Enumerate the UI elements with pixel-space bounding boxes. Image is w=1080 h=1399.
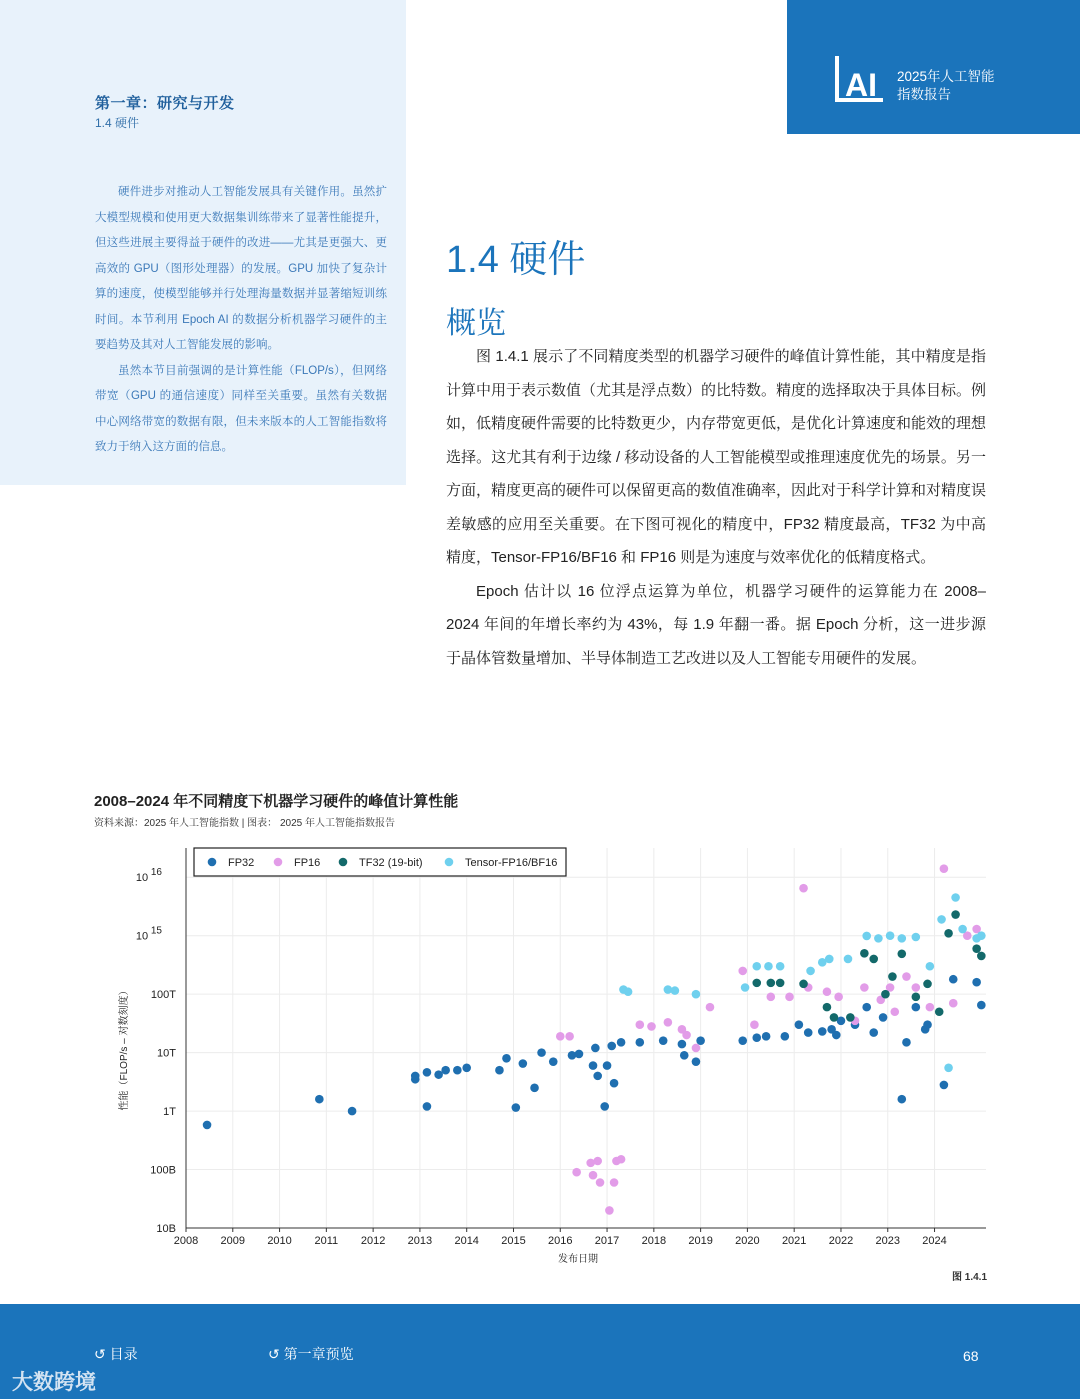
data-point-fp32 — [752, 1033, 761, 1042]
data-point-tensor-fp16-bf16 — [886, 931, 895, 940]
data-point-tf32-19-bit- — [766, 979, 775, 988]
data-point-fp16 — [890, 1007, 899, 1016]
data-point-fp32 — [659, 1036, 668, 1045]
x-tick-label: 2013 — [407, 1235, 433, 1247]
data-point-fp32 — [495, 1066, 504, 1075]
x-tick-label: 2012 — [360, 1235, 386, 1247]
data-point-fp32 — [575, 1050, 584, 1059]
data-point-fp16 — [766, 993, 775, 1002]
data-point-fp32 — [804, 1028, 813, 1037]
data-point-fp32 — [537, 1048, 546, 1057]
data-point-fp32 — [680, 1051, 689, 1060]
data-point-fp16 — [823, 987, 832, 996]
data-point-fp16 — [799, 884, 808, 893]
data-point-fp32 — [607, 1042, 616, 1051]
data-point-fp16 — [636, 1020, 645, 1029]
data-point-tf32-19-bit- — [776, 979, 785, 988]
figure-source: 资料来源：2025 年人工智能指数 | 图表： 2025 年人工智能指数报告 — [94, 818, 395, 829]
data-point-fp32 — [781, 1032, 790, 1041]
x-tick-label: 2023 — [875, 1235, 900, 1247]
x-tick-label: 2014 — [454, 1235, 479, 1247]
data-point-fp16 — [565, 1032, 574, 1041]
data-point-fp32 — [530, 1084, 539, 1093]
data-point-fp32 — [912, 1003, 921, 1012]
data-point-tensor-fp16-bf16 — [776, 962, 785, 971]
data-point-fp32 — [348, 1107, 357, 1116]
data-point-tf32-19-bit- — [951, 910, 960, 919]
toc-link[interactable] — [94, 1344, 138, 1364]
data-point-tf32-19-bit- — [846, 1013, 855, 1022]
y-tick-label: 10 15 — [135, 925, 162, 943]
return-arrow-icon: ↺ — [94, 1346, 106, 1362]
data-point-tensor-fp16-bf16 — [977, 931, 986, 940]
data-point-fp32 — [692, 1057, 701, 1066]
data-point-tensor-fp16-bf16 — [897, 934, 906, 943]
x-tick-label: 2019 — [688, 1235, 713, 1247]
data-point-fp32 — [462, 1063, 471, 1072]
data-point-fp32 — [411, 1072, 420, 1081]
data-point-fp32 — [678, 1040, 687, 1049]
data-point-fp16 — [860, 983, 869, 992]
data-point-fp32 — [977, 1001, 986, 1010]
data-point-fp32 — [818, 1027, 827, 1036]
data-point-tensor-fp16-bf16 — [764, 962, 773, 971]
data-point-fp32 — [940, 1081, 949, 1090]
data-point-tensor-fp16-bf16 — [671, 986, 680, 995]
y-tick-label: 10B — [156, 1223, 176, 1235]
data-point-fp16 — [902, 972, 911, 981]
data-point-tensor-fp16-bf16 — [825, 955, 834, 964]
data-point-fp16 — [610, 1178, 619, 1187]
body-paragraph-1: 图 1.4.1 展示了不同精度类型的机器学习硬件的峰值计算性能，其中精度是指计算中用于表示数值（尤其是浮点数）的比特数。精度的选择取决于具体目标。例如，低精度硬件需要的比特数更少，内存带宽更低，是优化计算速度和能效的理想选择。这尤其有利于边缘 / 移动设备的人工智能模型或推理速度优先的场景。另一方面，精度更高的硬件可以保留更高的数值准确率，因此对于科学计算和对精度误差敏感的应用至关重要。在下图可视化的精度中，FP32 精度最高，TF32 为中高精度，Tensor-FP16/BF16 和 FP16 则是为速度与效率优化的低精度格式。 — [446, 348, 987, 566]
report-name-line-2: 指数报告 — [897, 87, 951, 102]
data-point-fp32 — [453, 1066, 462, 1075]
data-point-fp16 — [572, 1168, 581, 1177]
legend-marker — [208, 858, 217, 867]
data-point-fp32 — [315, 1095, 324, 1104]
data-point-fp16 — [738, 967, 747, 976]
data-point-tensor-fp16-bf16 — [862, 932, 871, 941]
legend-label: TF32 (19-bit) — [359, 857, 423, 869]
data-point-tf32-19-bit- — [823, 1003, 832, 1012]
data-point-fp32 — [832, 1031, 841, 1040]
legend-marker — [274, 858, 283, 867]
data-point-fp32 — [696, 1036, 705, 1045]
svg-text:AI: AI — [845, 67, 877, 103]
data-point-fp16 — [912, 983, 921, 992]
data-point-tensor-fp16-bf16 — [844, 955, 853, 964]
data-point-tensor-fp16-bf16 — [944, 1063, 953, 1072]
data-point-tf32-19-bit- — [923, 980, 932, 989]
figure-title: 2008–2024 年不同精度下机器学习硬件的峰值计算性能 — [94, 793, 459, 810]
data-point-fp32 — [862, 1003, 871, 1012]
data-point-fp32 — [589, 1061, 598, 1070]
data-point-tf32-19-bit- — [912, 993, 921, 1002]
data-point-tensor-fp16-bf16 — [692, 990, 701, 999]
report-name-line-1: 2025年人工智能 — [897, 69, 995, 84]
toc-link-label: 目录 — [109, 1346, 138, 1362]
data-point-fp16 — [785, 993, 794, 1002]
data-point-fp32 — [923, 1020, 932, 1029]
data-point-tensor-fp16-bf16 — [624, 987, 633, 996]
data-point-tf32-19-bit- — [897, 950, 906, 959]
data-point-fp32 — [423, 1068, 432, 1077]
section-title: 1.4 硬件 — [446, 239, 586, 281]
x-tick-label: 2011 — [314, 1235, 339, 1247]
chapter-subtitle: 1.4 硬件 — [95, 116, 140, 130]
y-tick-label: 100T — [150, 989, 176, 1002]
data-point-tensor-fp16-bf16 — [912, 933, 921, 942]
data-point-tf32-19-bit- — [869, 955, 878, 964]
x-tick-label: 2016 — [548, 1235, 573, 1247]
data-point-fp16 — [593, 1157, 602, 1166]
y-axis-title: 性能（FLOP/s – 对数刻度） — [119, 985, 130, 1111]
data-point-fp16 — [682, 1031, 691, 1040]
data-point-fp32 — [203, 1121, 212, 1130]
data-point-fp16 — [589, 1171, 598, 1180]
data-point-tf32-19-bit- — [888, 972, 897, 981]
chapter-title: 第一章：研究与开发 — [95, 95, 235, 112]
x-tick-label: 2009 — [220, 1235, 246, 1247]
data-point-tensor-fp16-bf16 — [951, 893, 960, 902]
page-number: 68 — [963, 1348, 979, 1364]
data-point-fp16 — [750, 1020, 759, 1029]
x-tick-label: 2015 — [501, 1235, 526, 1247]
data-point-fp16 — [949, 999, 958, 1008]
y-tick-label: 100B — [150, 1164, 176, 1177]
data-point-fp32 — [502, 1054, 511, 1063]
data-point-fp32 — [617, 1038, 626, 1047]
data-point-fp16 — [692, 1044, 701, 1053]
data-point-tf32-19-bit- — [944, 929, 953, 938]
data-point-tensor-fp16-bf16 — [958, 925, 967, 934]
legend-label: FP32 — [228, 857, 255, 869]
x-tick-label: 2010 — [267, 1235, 292, 1247]
y-tick-label: 10 16 — [135, 867, 162, 885]
data-point-fp32 — [762, 1032, 771, 1041]
data-point-tensor-fp16-bf16 — [752, 962, 761, 971]
data-point-fp32 — [897, 1095, 906, 1104]
data-point-fp32 — [603, 1061, 612, 1070]
data-point-fp32 — [519, 1059, 528, 1068]
x-axis-title: 发布日期 — [558, 1254, 598, 1265]
data-point-tensor-fp16-bf16 — [926, 962, 935, 971]
data-point-fp32 — [423, 1102, 432, 1111]
data-point-fp32 — [738, 1036, 747, 1045]
data-point-tf32-19-bit- — [752, 979, 761, 988]
legend-marker — [339, 858, 348, 867]
data-point-tensor-fp16-bf16 — [937, 915, 946, 924]
legend-marker — [445, 858, 454, 867]
data-point-fp32 — [636, 1038, 645, 1047]
chapter-preview-label: 第一章预览 — [283, 1346, 354, 1362]
data-point-fp16 — [926, 1003, 935, 1012]
data-point-fp16 — [605, 1206, 614, 1215]
x-tick-label: 2017 — [594, 1235, 620, 1247]
legend-label: Tensor-FP16/BF16 — [465, 857, 558, 869]
x-tick-label: 2024 — [922, 1235, 947, 1247]
data-point-fp32 — [879, 1013, 888, 1022]
data-point-fp16 — [706, 1003, 715, 1012]
sidebar-paragraph-1: 硬件进步对推动人工智能发展具有关键作用。虽然扩大模型规模和使用更大数据集训练带来了显著性能提升，但这些进展主要得益于硬件的改进——尤其是更强大、更高效的 GPU（图形处理器）的发展。GPU 加快了复杂计算的速度，使模型能够并行处理海量数据并显著缩短训练时间。本节利用 Epoch AI 的数据分析机器学习硬件的主要趋势及其对人工智能发展的影响。 — [95, 186, 387, 351]
data-point-tf32-19-bit- — [860, 949, 869, 958]
data-point-tf32-19-bit- — [935, 1007, 944, 1016]
data-point-fp32 — [869, 1028, 878, 1037]
data-point-tf32-19-bit- — [830, 1013, 839, 1022]
data-point-fp32 — [795, 1020, 804, 1029]
data-point-fp16 — [596, 1178, 605, 1187]
data-point-tensor-fp16-bf16 — [874, 934, 883, 943]
data-point-fp16 — [556, 1032, 565, 1041]
return-arrow-icon: ↺ — [268, 1346, 280, 1362]
x-tick-label: 2021 — [781, 1235, 807, 1247]
x-tick-label: 2018 — [641, 1235, 667, 1247]
legend-label: FP16 — [294, 857, 321, 869]
data-point-tensor-fp16-bf16 — [806, 967, 815, 976]
sidebar-paragraph-2: 虽然本节目前强调的是计算性能（FLOP/s），但网络带宽（GPU 的通信速度）同样至关重要。虽然有关数据中心网络带宽的数据有限，但未来版本的人工智能指数将致力于纳入这方面的信息。 — [95, 364, 387, 453]
data-point-tf32-19-bit- — [977, 952, 986, 961]
data-point-tf32-19-bit- — [799, 980, 808, 989]
data-point-fp32 — [591, 1044, 600, 1053]
data-point-fp32 — [512, 1103, 521, 1112]
data-point-fp16 — [647, 1022, 656, 1031]
x-tick-label: 2022 — [828, 1235, 854, 1247]
x-tick-label: 2020 — [735, 1235, 760, 1247]
data-point-fp16 — [940, 864, 949, 873]
data-point-fp16 — [834, 993, 843, 1002]
data-point-fp32 — [593, 1072, 602, 1081]
y-tick-label: 10T — [157, 1047, 176, 1060]
data-point-tf32-19-bit- — [881, 990, 890, 999]
data-point-fp32 — [600, 1102, 609, 1111]
data-point-fp32 — [441, 1066, 450, 1075]
data-point-fp16 — [664, 1018, 673, 1027]
chapter-preview-link[interactable] — [268, 1344, 354, 1364]
overview-heading: 概览 — [446, 307, 506, 340]
data-point-tf32-19-bit- — [972, 944, 981, 953]
data-point-fp32 — [610, 1079, 619, 1088]
data-point-fp16 — [617, 1155, 626, 1164]
figure-number: 图 1.4.1 — [952, 1272, 988, 1283]
data-point-fp32 — [549, 1057, 558, 1066]
x-tick-label: 2008 — [173, 1235, 199, 1247]
data-point-tensor-fp16-bf16 — [741, 983, 750, 992]
body-paragraph-2: Epoch 估计以 16 位浮点运算为单位，机器学习硬件的运算能力在 2008–2024 年间的年增长率约为 43%，每 1.9 年翻一番。据 Epoch 分析，这一进步源于晶体管数量增加、半导体制造工艺改进以及人工智能专用硬件的发展。 — [446, 582, 986, 667]
data-point-fp32 — [972, 978, 981, 987]
data-point-fp32 — [949, 975, 958, 984]
data-point-fp32 — [902, 1038, 911, 1047]
page-footer — [0, 1304, 1080, 1399]
y-tick-label: 1T — [163, 1106, 176, 1119]
watermark: 大数跨境 — [12, 1371, 96, 1394]
